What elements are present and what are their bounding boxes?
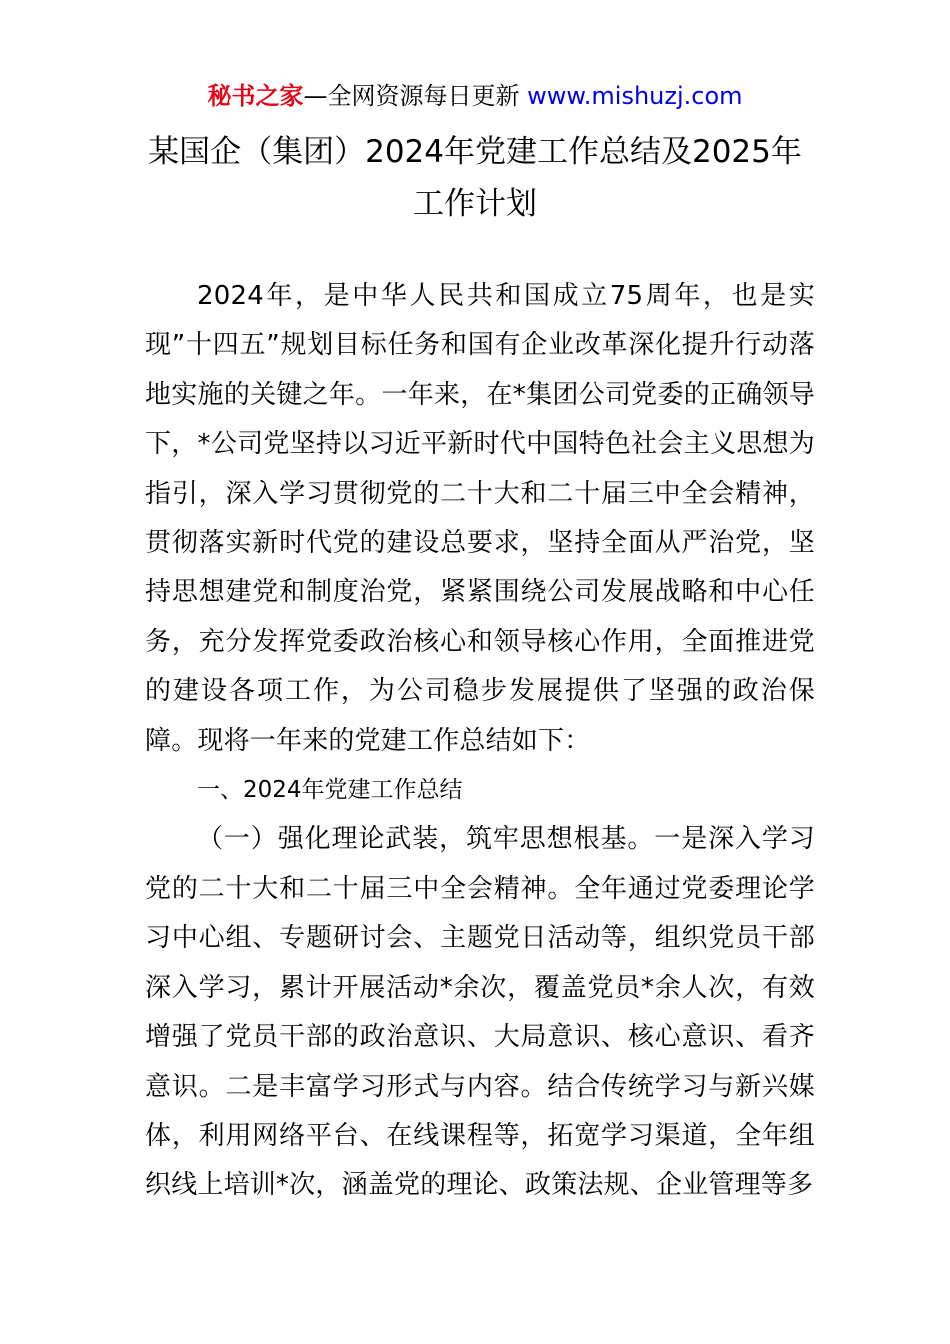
section-heading-1: 一、2024年党建工作总结 xyxy=(197,777,463,804)
document-title-line-2: 工作计划 xyxy=(413,186,537,222)
intro-paragraph: 2024年，是中华人民共和国成立75周年，也是实现”十四五”规划目标任务和国有企业改革深化提升行动落地实施的关键之年。一年来，在*集团公司党委的正确领导下，*公司党坚持以习近平新时代中国特色社会主义思想为指引，深入学习贯彻党的二十大和二十届三中全会精神，贯彻落实新时代党的建设总要求，坚持全面从严治党，坚持思想建党和制度治党，紧紧围绕公司发展战略和中心任务，充分发挥党委政治核心和领导核心作用，全面推进党的建设各项工作，为公司稳步发展提供了坚强的政治保障。现将一年来的党建工作总结如下： xyxy=(145,281,815,756)
document-title-line-1: 某国企（集团）2024年党建工作总结及2025年 xyxy=(148,134,802,170)
site-header xyxy=(0,80,950,112)
site-url-link[interactable]: www.mishuzj.com xyxy=(527,82,743,110)
document-body xyxy=(145,272,815,1211)
site-tagline: —全网资源每日更新 xyxy=(303,82,520,110)
section-1-paragraph: （一）强化理论武装，筑牢思想根基。一是深入学习党的二十大和二十届三中全会精神。全年通过党委理论学习中心组、专题研讨会、主题党日活动等，组织党员干部深入学习，累计开展活动*余次，覆盖党员*余人次，有效增强了党员干部的政治意识、大局意识、核心意识、看齐意识。二是丰富学习形式与内容。结合传统学习与新兴媒体，利用网络平台、在线课程等，拓宽学习渠道，全年组织线上培训*次，涵盖党的理论、政策法规、企业管理等多 xyxy=(145,824,815,1201)
brand-name: 秘书之家 xyxy=(207,82,304,110)
document-title xyxy=(120,126,830,230)
